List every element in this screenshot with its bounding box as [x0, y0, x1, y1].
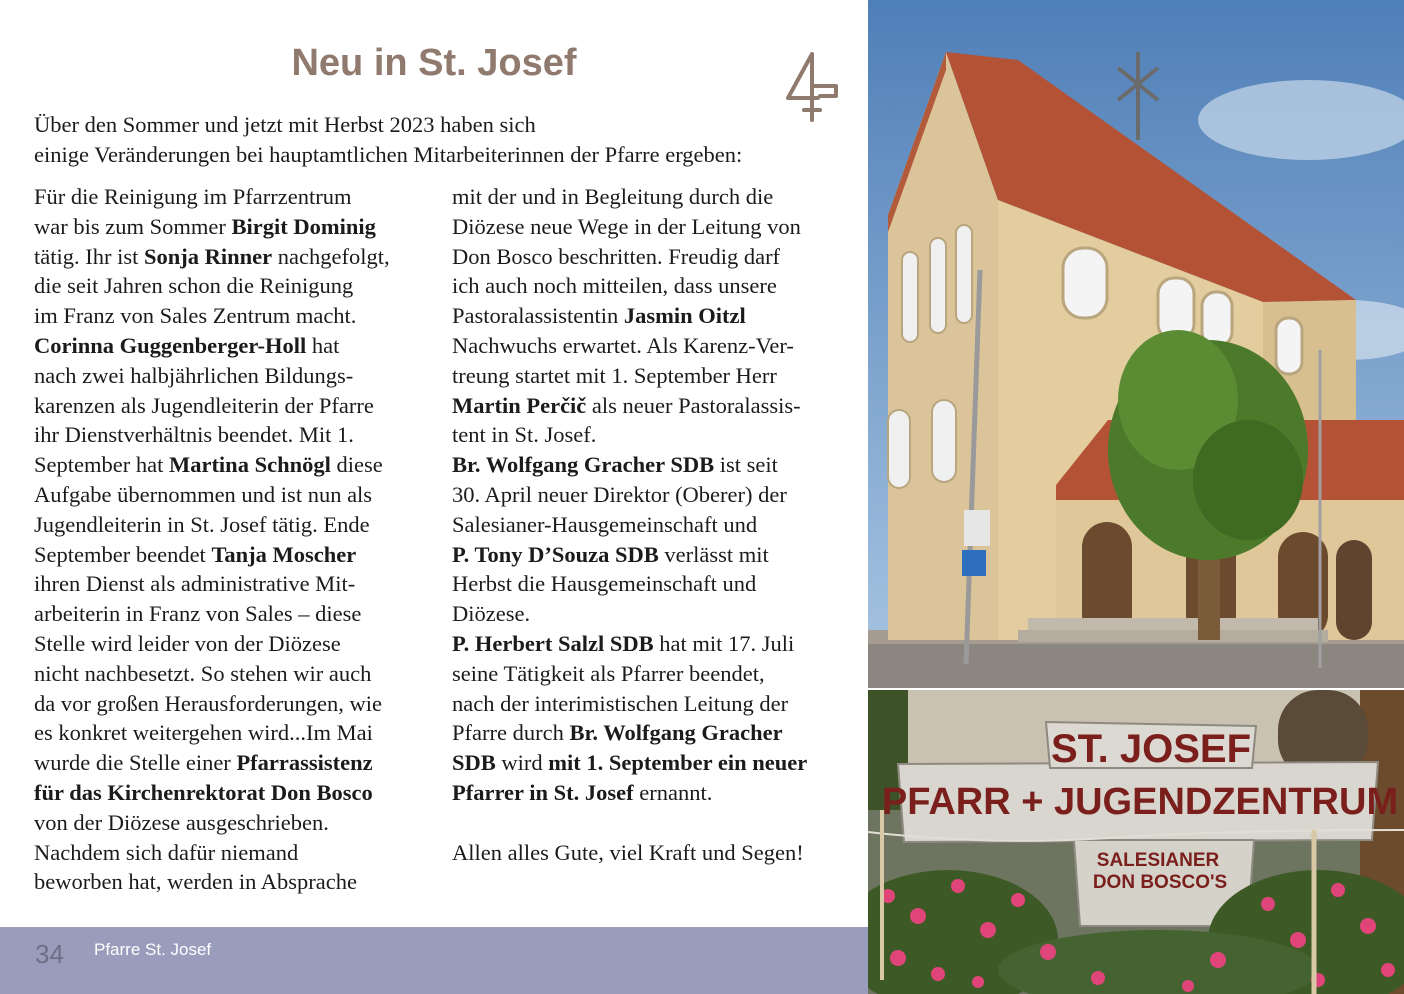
person-name: Tanja Moscher: [211, 541, 357, 567]
text-line: nach zwei halbjährlichen Bildungs-: [34, 362, 354, 388]
text-line: Diözese neue Wege in der Leitung von: [452, 213, 801, 239]
person-name: Birgit Dominig: [231, 213, 376, 239]
church-photo: [868, 0, 1404, 688]
text-line: Stelle wird leider von der Diözese: [34, 630, 341, 656]
text-line: Corinna Guggenberger-Holl hat: [34, 332, 340, 358]
person-name: Martin Perčič: [452, 392, 587, 418]
person-name: Br. Wolfgang Gracher SDB: [452, 452, 715, 478]
text-line: [34, 778, 429, 808]
text-line: Martin Perčič als neuer Pastoralassis-: [452, 392, 801, 418]
person-name: P. Tony D’Souza SDB: [452, 541, 659, 567]
page-title: Neu in St. Josef: [291, 42, 577, 84]
text-line: Don Bosco beschritten. Freudig darf: [452, 243, 781, 269]
text-line: ihr Dienstverhältnis beendet. Mit 1.: [34, 422, 354, 448]
person-name: Jasmin Oitzl: [623, 303, 746, 329]
sign-line-2: PFARR + JUGENDZENTRUM: [881, 781, 1399, 823]
text-line: tent in St. Josef.: [452, 422, 597, 448]
text-line: Nachdem sich dafür niemand: [34, 839, 299, 865]
text-line: P. Tony D’Souza SDB verlässt mit: [452, 541, 769, 567]
intro-line: einige Veränderungen bei hauptamtlichen Mitarbeiterinnen der Pfarre ergeben:: [34, 142, 743, 167]
text-line: tätig. Ihr ist Sonja Rinner nachgefolgt,: [34, 243, 390, 269]
footer-bar: [0, 927, 868, 994]
emphasis: für das Kirchenrektorat Don Bosco: [34, 779, 373, 805]
text-line: ich auch noch mitteilen, dass unsere: [452, 273, 777, 299]
text-line: Jugendleiterin in St. Josef tätig. Ende: [34, 511, 370, 537]
emphasis: Pfarrer in St. Josef: [452, 779, 634, 805]
text-line: P. Herbert Salzl SDB hat mit 17. Juli: [452, 630, 795, 656]
person-name: Martina Schnögl: [168, 452, 331, 478]
text-line: wurde die Stelle einer Pfarrassistenz: [34, 750, 373, 776]
text-line: ihren Dienst als administrative Mit-: [34, 571, 356, 597]
text-line: es konkret weitergehen wird...Im Mai: [34, 720, 373, 746]
intro-line: Über den Sommer und jetzt mit Herbst 2023 haben sich: [34, 112, 536, 137]
person-name: Br. Wolfgang Gracher: [569, 720, 783, 746]
emphasis: mit 1. September ein neuer: [548, 750, 808, 776]
article-column-left: [34, 182, 429, 897]
text-line: seine Tätigkeit als Pfarrer beendet,: [452, 660, 765, 686]
text-line: karenzen als Jugendleiterin der Pfarre: [34, 392, 374, 418]
person-name: Sonja Rinner: [143, 243, 273, 269]
closing-line: Allen alles Gute, viel Kraft und Segen!: [452, 839, 804, 865]
text-line: Salesianer-Hausgemeinschaft und: [452, 511, 758, 537]
sign-line-3: SALESIANER: [1096, 850, 1220, 871]
text-line: Herbst die Hausgemeinschaft und: [452, 571, 757, 597]
text-line: da vor großen Herausforderungen, wie: [34, 690, 382, 716]
text-line: Nachwuchs erwartet. Als Karenz-Ver-: [452, 332, 794, 358]
intro-paragraph: [34, 110, 834, 170]
text-line: September hat Martina Schnögl diese: [34, 452, 383, 478]
sign-line-4: DON BOSCO'S: [1092, 872, 1228, 893]
parish-sign-photo: [868, 690, 1404, 994]
text-line: SDB wird mit 1. September ein neuer: [452, 750, 808, 776]
text-line: Für die Reinigung im Pfarrzentrum: [34, 184, 352, 209]
text-line: war bis zum Sommer Birgit Dominig: [34, 213, 376, 239]
text-line: nicht nachbesetzt. So stehen wir auch: [34, 660, 372, 686]
person-name: Corinna Guggenberger-Holl: [34, 332, 307, 358]
text-line: Br. Wolfgang Gracher SDB ist seit: [452, 452, 778, 478]
text-line: arbeiterin in Franz von Sales – diese: [34, 601, 362, 627]
page-number: 34: [35, 939, 64, 969]
text-line: Pfarre durch Br. Wolfgang Gracher: [452, 720, 783, 746]
text-line: im Franz von Sales Zentrum macht.: [34, 303, 357, 329]
text-line: Diözese.: [452, 601, 531, 627]
emphasis: Pfarrassistenz: [236, 750, 373, 776]
text-line: treung startet mit 1. September Herr: [452, 362, 777, 388]
text-line: Pfarrer in St. Josef ernannt.: [452, 779, 713, 805]
text-line: Pastoralassistentin Jasmin Oitzl: [452, 303, 746, 329]
article-column-right: [452, 182, 852, 867]
text-line: die seit Jahren schon die Reinigung: [34, 273, 354, 299]
paragraph-gap: [452, 808, 852, 838]
text-line: mit der und in Begleitung durch die: [452, 184, 774, 209]
text-line: September beendet Tanja Moscher: [34, 541, 357, 567]
person-name: SDB: [452, 750, 496, 776]
text-line: nach der interimistischen Leitung der: [452, 690, 789, 716]
text-line: beworben hat, werden in Absprache: [34, 869, 358, 895]
text-line: 30. April neuer Direktor (Oberer) der: [452, 481, 787, 507]
sign-line-1: ST. JOSEF: [1050, 727, 1252, 771]
person-name: P. Herbert Salzl SDB: [452, 630, 654, 656]
text-line: Aufgabe übernommen und ist nun als: [34, 481, 373, 507]
footer-label: Pfarre St. Josef: [94, 940, 212, 959]
text-line: von der Diözese ausgeschrieben.: [34, 809, 329, 835]
